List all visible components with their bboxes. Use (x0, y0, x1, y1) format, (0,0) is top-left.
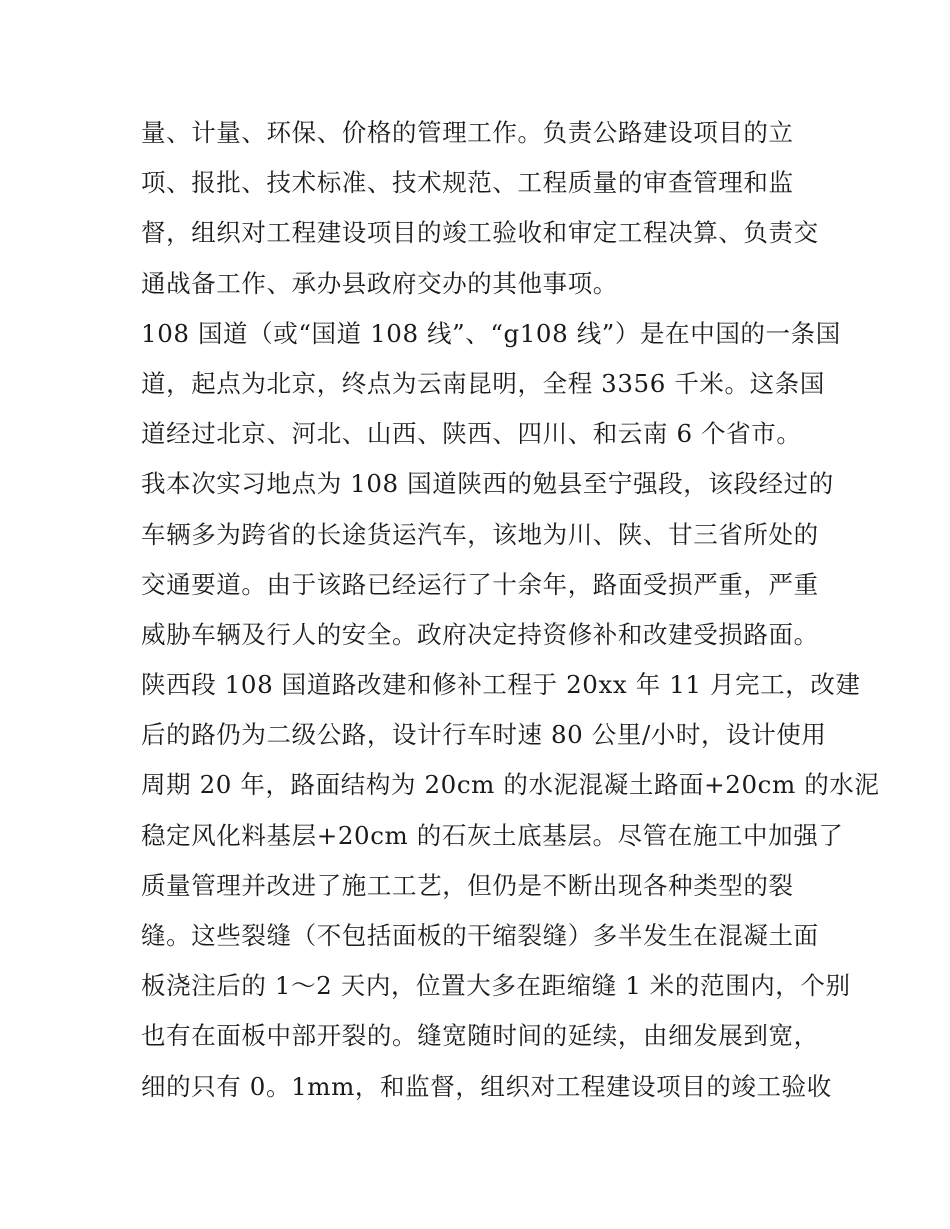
text-line: 通战备工作、承办县政府交办的其他事项。 (141, 268, 618, 298)
text-line: 督，组织对工程建设项目的竣工验收和审定工程决算、负责交 (141, 218, 819, 248)
text-line: 量、计量、环保、价格的管理工作。负责公路建设项目的立 (141, 118, 794, 147)
text-line: 也有在面板中部开裂的。缝宽随时间的延续，由细发展到宽， (141, 1021, 819, 1051)
text-line: 陕西段 108 国道路改建和修补工程于 20xx 年 11 月完工，改建 (141, 670, 861, 700)
text-line: 道经过北京、河北、山西、陕西、四川、和云南 6 个省市。 (141, 419, 802, 449)
text-line: 道，起点为北京，终点为云南昆明，全程 3356 千米。这条国 (141, 368, 825, 398)
text-line: 项、报批、技术标准、技术规范、工程质量的审查管理和监 (141, 168, 794, 198)
text-line: 108 国道（或“国道 108 线”、“g108 线”）是在中国的一条国 (141, 318, 841, 348)
text-line: 我本次实习地点为 108 国道陕西的勉县至宁强段，该段经过的 (141, 469, 834, 499)
text-line: 细的只有 0。1mm，和监督，组织对工程建设项目的竣工验收 (141, 1071, 832, 1101)
text-line: 交通要道。由于该路已经运行了十余年，路面受损严重，严重 (141, 569, 819, 599)
text-line: 质量管理并改进了施工工艺，但仍是不断出现各种类型的裂 (141, 870, 794, 900)
text-line: 车辆多为跨省的长途货运汽车，该地为川、陕、甘三省所处的 (141, 519, 819, 549)
text-line: 周期 20 年，路面结构为 20cm 的水泥混凝土路面+20cm 的水泥 (141, 770, 880, 800)
text-line: 稳定风化料基层+20cm 的石灰土底基层。尽管在施工中加强了 (141, 820, 844, 850)
body-text (141, 108, 880, 1112)
text-line: 缝。这些裂缝（不包括面板的干缩裂缝）多半发生在混凝土面 (141, 921, 819, 950)
text-line: 板浇注后的 1～2 天内，位置大多在距缩缝 1 米的范围内，个别 (141, 971, 851, 1001)
text-line: 后的路仍为二级公路，设计行车时速 80 公里/小时，设计使用 (141, 720, 827, 750)
text-line: 威胁车辆及行人的安全。政府决定持资修补和改建受损路面。 (141, 619, 819, 649)
